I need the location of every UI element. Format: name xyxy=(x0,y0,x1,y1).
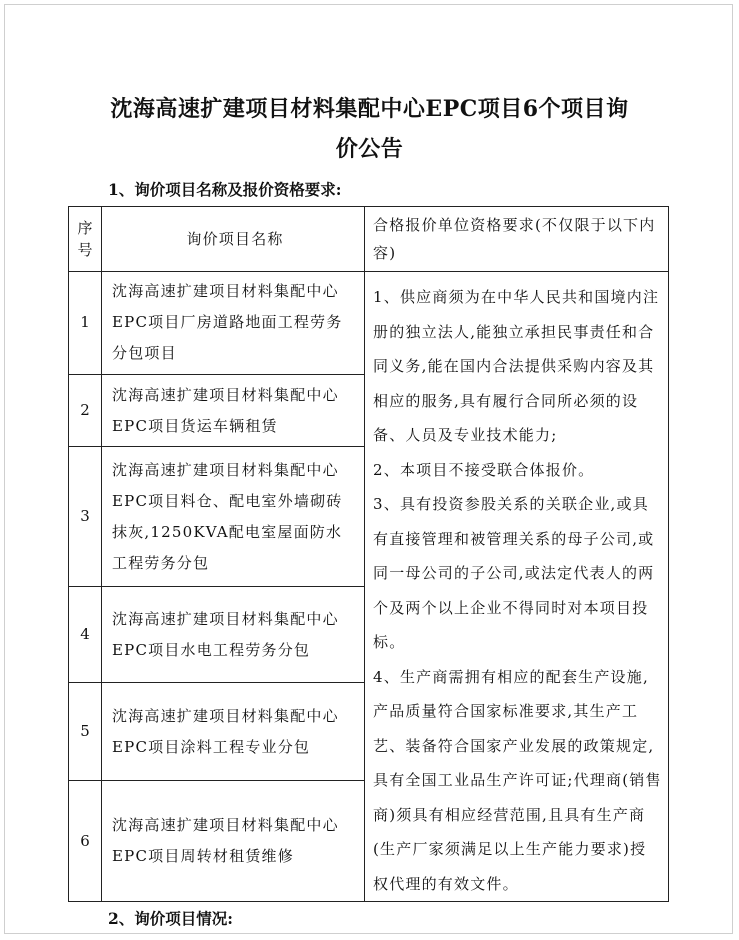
page-title-line1: 沈海高速扩建项目材料集配中心EPC项目6个项目询 xyxy=(110,96,629,122)
requirement-item: 2、本项目不接受联合体报价。 xyxy=(373,460,595,479)
row-no: 3 xyxy=(69,447,102,587)
header-project-name: 询价项目名称 xyxy=(102,207,365,272)
page-title-line2: 价公告 xyxy=(335,136,404,162)
row-no: 1 xyxy=(69,272,102,375)
requirement-item: 3、具有投资参股关系的关联企业,或具有直接管理和被管理关系的母子公司,或同一母公司的子公司,或法定代表人的两个及两个以上企业不得同时对本项目投标。 xyxy=(373,495,655,651)
row-no: 2 xyxy=(69,374,102,447)
row-project-name: 沈海高速扩建项目材料集配中心EPC项目料仓、配电室外墙砌砖抹灰,1250KVA配电室屋面防水工程劳务分包 xyxy=(102,447,365,587)
header-no xyxy=(69,207,102,272)
table-header-row xyxy=(69,207,669,272)
row-project-name: 沈海高速扩建项目材料集配中心EPC项目水电工程劳务分包 xyxy=(102,587,365,683)
row-no: 6 xyxy=(69,781,102,902)
requirement-item: 1、供应商须为在中华人民共和国境内注册的独立法人,能独立承担民事责任和合同义务,能在国内合法提供采购内容及其相应的服务,具有履行合同所必须的设备、人员及专业技术能力; xyxy=(373,288,660,444)
row-project-name: 沈海高速扩建项目材料集配中心EPC项目周转材租赁维修 xyxy=(102,781,365,902)
section-heading-1: 1、询价项目名称及报价资格要求: xyxy=(108,180,342,199)
header-no-line2: 号 xyxy=(77,241,93,259)
section-heading-2: 2、询价项目情况: xyxy=(108,909,234,928)
header-no-line1: 序 xyxy=(77,219,93,237)
row-project-name: 沈海高速扩建项目材料集配中心EPC项目厂房道路地面工程劳务分包项目 xyxy=(102,272,365,375)
table-row xyxy=(69,272,669,375)
inquiry-table xyxy=(68,206,669,902)
row-project-name: 沈海高速扩建项目材料集配中心EPC项目货运车辆租赁 xyxy=(102,374,365,447)
requirements-cell xyxy=(365,272,669,902)
requirement-item: 4、生产商需拥有相应的配套生产设施,产品质量符合国家标准要求,其生产工艺、装备符合国家产业发展的政策规定,具有全国工业品生产许可证;代理商(销售商)须具有相应经营范围,且具有生产商(生产厂家须满足以上生产能力要求)授权代理的有效文件。 xyxy=(373,667,662,893)
header-requirements: 合格报价单位资格要求(不仅限于以下内容) xyxy=(365,207,669,272)
row-project-name: 沈海高速扩建项目材料集配中心EPC项目涂料工程专业分包 xyxy=(102,683,365,781)
row-no: 5 xyxy=(69,683,102,781)
row-no: 4 xyxy=(69,587,102,683)
